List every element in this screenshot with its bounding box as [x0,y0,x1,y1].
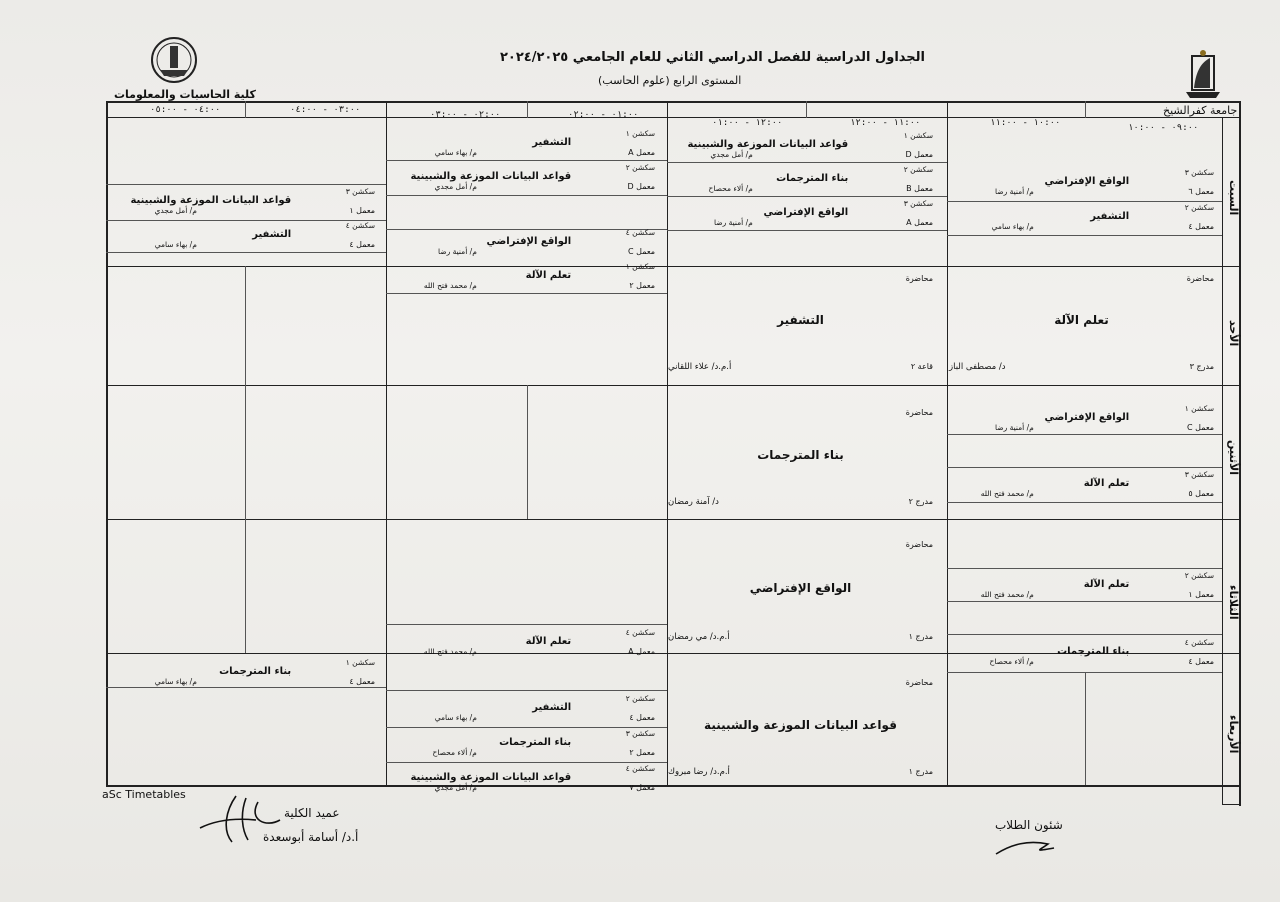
section-label: سكشن ١ [345,658,375,667]
instructor-name: م/ بهاء سامي [991,222,1034,231]
subrow [947,235,1222,236]
affairs-signature [992,832,1062,860]
room-label: قاعة ٢ [910,362,933,371]
dean-signature [196,790,286,850]
course-name: الواقع الإفتراضي [1044,176,1130,187]
section-entry [393,729,655,761]
room-label: معمل ٤ [629,713,655,722]
section-entry [113,658,375,690]
instructor-name: م/ أمنية رضا [994,187,1034,196]
instructor-name: م/ بهاء سامي [434,713,477,722]
instructor-name: م/ محمد فتح الله [980,590,1034,599]
instructor-name: م/ بهاء سامي [434,148,477,157]
room-label: معمل ٤ [349,677,375,686]
cell-line [245,385,246,519]
subrow [947,502,1222,503]
page-subtitle: المستوى الرابع (علوم الحاسب) [598,74,742,87]
section-entry [113,221,375,253]
section-label: سكشن ٤ [345,221,375,230]
subrow [386,195,667,196]
instructor-name: د/ مصطفى الباز [949,362,1006,372]
instructor-name: أ.م.د/ علاء اللقاني [668,362,732,372]
section-label: سكشن ١ [903,131,933,140]
course-name: تعلم الآلة [1083,478,1130,489]
col-sep-3 [386,101,387,787]
course-name: التشفير [1090,211,1130,222]
instructor-name: م/ بهاء سامي [154,240,197,249]
row-sep-1 [106,266,1240,267]
course-name: التشفير [252,229,292,240]
student-affairs: شئون الطلاب [995,818,1063,832]
section-label: سكشن ٤ [625,628,655,637]
instructor-name: م/ أمل مجدي [434,182,477,191]
lecture-label: محاضرة [1186,274,1214,283]
room-label: معمل D [627,182,655,191]
instructor-name: د/ آمنة رمضان [668,497,719,507]
subrow [947,672,1222,673]
dean-name: أ.د/ أسامة أبوسعدة [263,830,359,844]
room-label: معمل ٧ [629,783,655,792]
col-sep-h3 [527,101,528,118]
room-label: مدرج ١ [908,767,933,776]
instructor-name: أ.م.د/ رضا مبروك [668,767,730,777]
section-label: سكشن ١ [625,262,655,271]
course-name: قواعد البيانات الموزعة والشبينية [687,139,849,150]
instructor-name: م/ محمد فتح الله [423,281,477,290]
course-name: الواقع الإفتراضي [749,581,852,595]
course-name: تعلم الآلة [525,636,572,647]
col-sep-h4 [245,101,246,118]
course-name: الواقع الإفتراضي [763,207,849,218]
time-slot: ١١:٠٠ - ١٢:٠٠ [850,118,921,128]
room-label: معمل ٤ [1188,222,1214,231]
room-label: معمل ٤ [349,240,375,249]
subrow [947,568,1222,569]
university-logo [1180,48,1226,102]
instructor-name: م/ ألاء محصاح [708,184,753,193]
instructor-name: م/ أمنية رضا [994,423,1034,432]
course-name: بناء المترجمات [776,173,849,184]
time-slot: ٠١:٠٠ - ٠٢:٠٠ [568,110,639,120]
course-name: بناء المترجمات [1057,646,1130,657]
section-label: سكشن ٢ [625,694,655,703]
time-slot: ٠٢:٠٠ - ٠٣:٠٠ [430,110,501,120]
time-slot: ١٠:٠٠ - ١١:٠٠ [990,118,1061,128]
university-name: جامعة كفرالشيخ [1163,104,1238,117]
day-column-border [1222,117,1223,805]
section-entry [668,165,933,197]
room-label: معمل A [906,218,933,227]
section-label: سكشن ٣ [625,729,655,738]
row-sep-3 [106,519,1240,520]
cell-line [245,266,246,385]
section-entry [949,404,1214,436]
bottom-frame [1222,804,1241,805]
subrow [106,184,386,185]
room-label: مدرج ٣ [1189,362,1214,371]
room-label: مدرج ١ [908,632,933,641]
instructor-name: م/ بهاء سامي [154,677,197,686]
room-label: معمل ٦ [1188,187,1214,196]
section-entry [949,470,1214,502]
section-entry [949,203,1214,235]
time-slot: ٠٤:٠٠ - ٠٥:٠٠ [150,105,221,115]
room-label: معمل A [628,148,655,157]
cell-line [1085,672,1086,785]
subrow [386,762,667,763]
course-name: التشفير [532,702,572,713]
course-name: تعلم الآلة [1083,579,1130,590]
grid-header-bottom [106,117,1240,118]
section-entry [949,638,1214,670]
course-name: تعلم الآلة [1054,313,1109,327]
room-label: معمل ٤ [1188,657,1214,666]
instructor-name: م/ محمد فتح الله [423,647,477,656]
subrow [386,727,667,728]
subrow [386,624,667,625]
section-label: سكشن ٤ [1184,638,1214,647]
course-name: تعلم الآلة [525,270,572,281]
lecture-entry [949,270,1214,380]
section-entry [113,187,375,219]
instructor-name: م/ محمد فتح الله [980,489,1034,498]
page-title: الجداول الدراسية للفصل الدراسي الثاني للعام الجامعي ٢٠٢٤/٢٠٢٥ [500,50,926,65]
room-label: معمل ١ [1188,590,1214,599]
course-name: قواعد البيانات الموزعة والشبينية [410,171,572,182]
faculty-logo [148,36,200,84]
room-label: مدرج ٢ [908,497,933,506]
lecture-entry [668,674,933,785]
grid-border-top [106,101,1240,103]
section-label: سكشن ٤ [625,228,655,237]
subrow [947,201,1222,202]
room-label: معمل ١ [349,206,375,215]
instructor-name: أ.م.د/ مي رمضان [668,632,730,642]
lecture-label: محاضرة [905,540,933,549]
section-entry [393,694,655,726]
time-slot: ١٢:٠٠ - ٠١:٠٠ [712,118,783,128]
col-sep-h1 [1085,101,1086,118]
room-label: معمل A [628,647,655,656]
section-label: سكشن ١ [1184,404,1214,413]
room-label: معمل ٢ [629,748,655,757]
lecture-label: محاضرة [905,274,933,283]
section-entry [393,163,655,195]
section-label: سكشن ٢ [625,163,655,172]
course-name: بناء المترجمات [219,666,292,677]
room-label: معمل D [905,150,933,159]
section-entry [668,199,933,231]
room-label: معمل C [1187,423,1214,432]
instructor-name: م/ أمل مجدي [710,150,753,159]
section-label: سكشن ٣ [903,199,933,208]
section-label: سكشن ١ [625,129,655,138]
day-label: الثلاثاء [1227,585,1240,620]
day-label: الأربعاء [1227,715,1240,754]
course-name: الواقع الإفتراضي [486,236,572,247]
course-name: قواعد البيانات الموزعة والشبينية [410,772,572,783]
time-slot: ٠٩:٠٠ - ١٠:٠٠ [1128,123,1199,133]
cell-line [245,519,246,653]
day-label: الأثنين [1227,440,1240,475]
instructor-name: م/ ألاء محصاح [432,748,477,757]
section-entry [393,764,655,796]
col-sep-1 [947,101,948,787]
room-label: معمل C [628,247,655,256]
course-name: التشفير [777,313,824,327]
section-entry [949,168,1214,200]
section-label: سكشن ٣ [1184,168,1214,177]
row-sep-2 [106,385,1240,386]
instructor-name: م/ أمل مجدي [434,783,477,792]
room-label: معمل ٢ [629,281,655,290]
lecture-label: محاضرة [905,678,933,687]
section-label: سكشن ٢ [1184,203,1214,212]
room-label: معمل B [906,184,933,193]
subrow [947,634,1222,635]
cell-line [527,385,528,519]
instructor-name: م/ أمنية رضا [437,247,477,256]
room-label: معمل ٥ [1188,489,1214,498]
lecture-entry [668,536,933,650]
lecture-entry [668,404,933,515]
subrow [947,467,1222,468]
section-entry [949,571,1214,603]
faculty-name: كلية الحاسبات والمعلومات [114,88,256,101]
course-name: قواعد البيانات الموزعة والشبينية [130,195,292,206]
day-label: الأحد [1227,320,1240,347]
software-credit: aSc Timetables [102,788,186,801]
subrow [386,690,667,691]
grid-border-bottom [106,785,1240,787]
lecture-entry [668,270,933,380]
course-name: بناء المترجمات [499,737,572,748]
section-label: سكشن ٣ [1184,470,1214,479]
course-name: التشفير [532,137,572,148]
instructor-name: م/ أمل مجدي [154,206,197,215]
section-label: سكشن ٢ [1184,571,1214,580]
time-slot: ٠٣:٠٠ - ٠٤:٠٠ [290,105,361,115]
course-name: قواعد البيانات الموزعة والشبينية [704,717,897,732]
section-entry [668,131,933,163]
course-name: بناء المترجمات [757,447,844,462]
instructor-name: م/ ألاء محصاح [989,657,1034,666]
instructor-name: م/ أمنية رضا [713,218,753,227]
section-entry [393,628,655,660]
col-sep-h2 [806,101,807,118]
section-label: سكشن ٤ [625,764,655,773]
lecture-label: محاضرة [905,408,933,417]
course-name: الواقع الإفتراضي [1044,412,1130,423]
dean-title: عميد الكلية [284,806,340,820]
section-entry [393,262,655,294]
section-entry [393,129,655,161]
section-label: سكشن ٣ [345,187,375,196]
day-label: السبت [1227,180,1240,216]
section-entry [393,228,655,260]
grid-border-left [106,101,108,787]
section-label: سكشن ٢ [903,165,933,174]
